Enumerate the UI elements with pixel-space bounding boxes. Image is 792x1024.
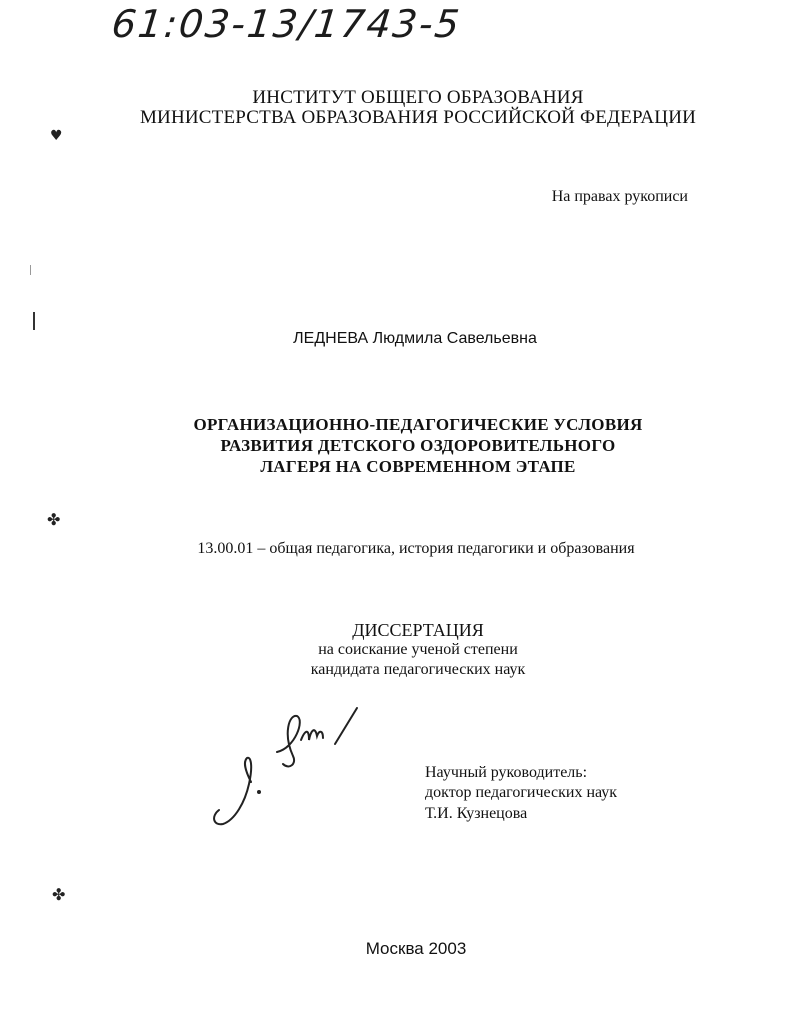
dissertation-label: ДИССЕРТАЦИЯ	[352, 620, 484, 640]
rights-notice: На правах рукописи	[551, 188, 688, 205]
specialty-code: 13.00.01 – общая педагогика, история педагогики и образования	[197, 540, 635, 557]
archive-number: 61:03-13/1743-5	[109, 2, 464, 46]
scan-mark-icon: ♥	[50, 128, 63, 144]
degree-line-2: кандидата педагогических наук	[310, 661, 526, 678]
title-line-1: ОРГАНИЗАЦИОННО-ПЕДАГОГИЧЕСКИЕ УСЛОВИЯ	[193, 415, 643, 434]
degree-line-1: на соискание ученой степени	[318, 641, 518, 658]
advisor-role: Научный руководитель:	[425, 764, 588, 781]
scan-line	[30, 265, 31, 275]
signature-mark	[205, 700, 375, 830]
author-name: ЛЕДНЕВА Людмила Савельевна	[293, 330, 537, 347]
institute-line-2: МИНИСТЕРСТВА ОБРАЗОВАНИЯ РОССИЙСКОЙ ФЕДЕРАЦИИ	[139, 107, 697, 128]
scan-line	[33, 312, 35, 330]
scan-mark-icon: ✤	[52, 885, 66, 904]
city-year: Москва 2003	[365, 939, 467, 958]
title-line-3: ЛАГЕРЯ НА СОВРЕМЕННОМ ЭТАПЕ	[260, 457, 576, 476]
scan-mark-icon: ✤	[47, 510, 61, 529]
title-line-2: РАЗВИТИЯ ДЕТСКОГО ОЗДОРОВИТЕЛЬНОГО	[220, 436, 616, 455]
institute-line-1: ИНСТИТУТ ОБЩЕГО ОБРАЗОВАНИЯ	[252, 87, 584, 108]
advisor-name: Т.И. Кузнецова	[425, 805, 528, 822]
advisor-degree: доктор педагогических наук	[425, 784, 618, 801]
